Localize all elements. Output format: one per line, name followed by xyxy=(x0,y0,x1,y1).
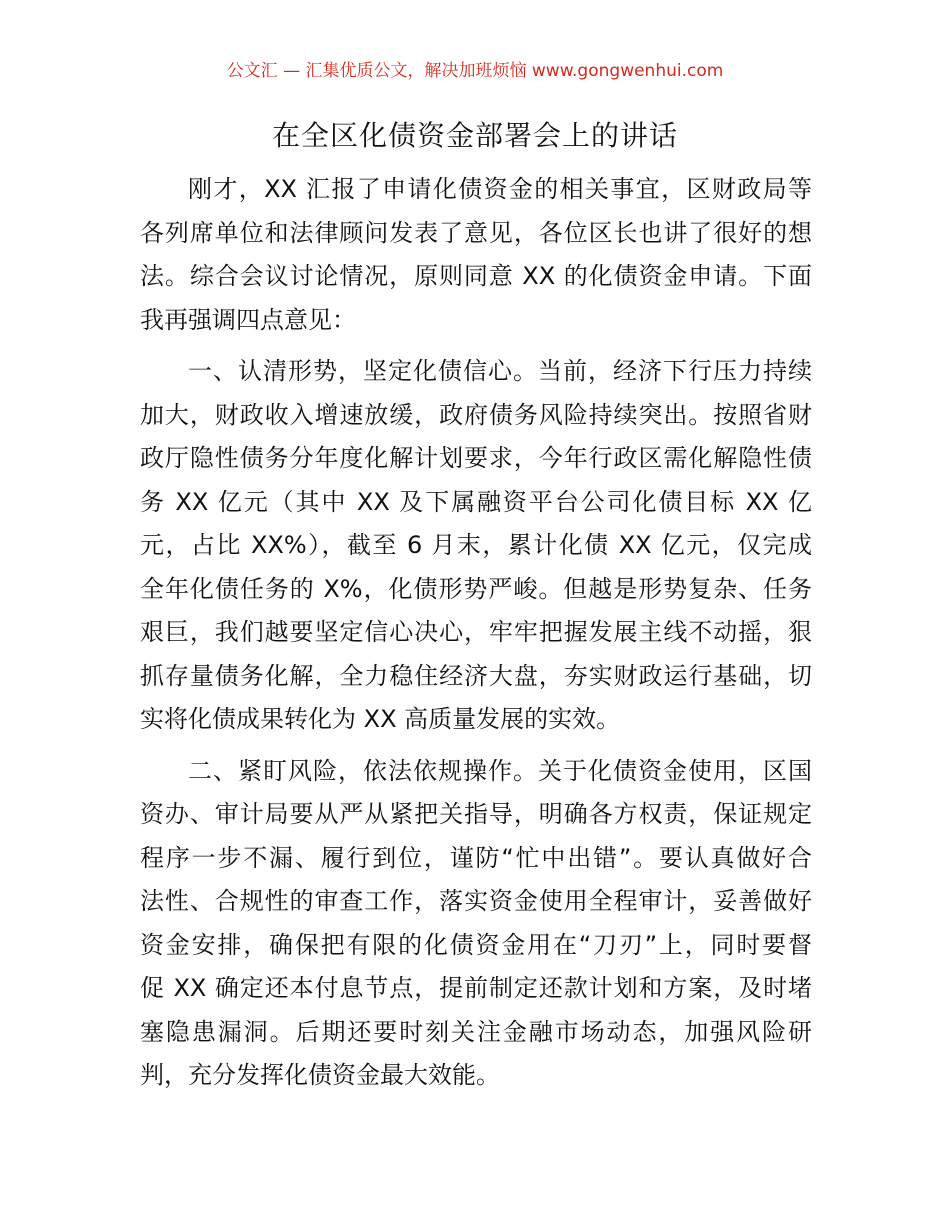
paragraph xyxy=(140,168,812,342)
paragraph-line: 务 XX 亿元（其中 XX 及下属融资平台公司化债目标 XX 亿 xyxy=(140,487,812,516)
paragraph-line: 资金安排，确保把有限的化债资金用在“刀刃”上，同时要督 xyxy=(140,930,812,959)
paragraph xyxy=(140,750,812,1098)
paragraph-line: 法。综合会议讨论情况，原则同意 XX 的化债资金申请。下面 xyxy=(140,262,812,290)
document-title: 在全区化债资金部署会上的讲话 xyxy=(271,119,678,152)
paragraph-line: 各列席单位和法律顾问发表了意见，各位区长也讲了很好的想 xyxy=(140,218,812,247)
paragraph xyxy=(140,350,812,742)
paragraph-line: 法性、合规性的审查工作，落实资金使用全程审计，妥善做好 xyxy=(140,887,812,915)
paragraph-line: 元，占比 XX%），截至 6 月末，累计化债 XX 亿元，仅完成 xyxy=(140,531,812,559)
paragraph-line: 加大，财政收入增速放缓，政府债务风险持续突出。按照省财 xyxy=(140,400,812,429)
paragraph-line: 刚才，XX 汇报了申请化债资金的相关事宜，区财政局等 xyxy=(188,175,812,203)
paragraph-line: 程序一步不漏、履行到位，谨防“忙中出错”。要认真做好合 xyxy=(140,843,812,872)
paragraph-line: 一、认清形势，坚定化债信心。当前，经济下行压力持续 xyxy=(188,357,812,385)
paragraph-line: 资办、审计局要从严从紧把关指导，明确各方权责，保证规定 xyxy=(140,800,812,828)
paragraph-line: 全年化债任务的 X%，化债形势严峻。但越是形势复杂、任务 xyxy=(140,574,812,603)
paragraph-line: 我再强调四点意见： xyxy=(140,305,356,334)
paragraph-line: 二、紧盯风险，依法依规操作。关于化债资金使用，区国 xyxy=(188,756,812,785)
document-body xyxy=(140,168,812,1106)
paragraph-line: 塞隐患漏洞。后期还要时刻关注金融市场动态，加强风险研 xyxy=(140,1017,812,1046)
paragraph-line: 抓存量债务化解，全力稳住经济大盘，夯实财政运行基础，切 xyxy=(140,661,812,690)
paragraph-line: 促 XX 确定还本付息节点，提前制定还款计划和方案，及时堵 xyxy=(140,974,812,1002)
site-header-banner: 公文汇 — 汇集优质公文，解决加班烦恼 www.gongwenhui.com xyxy=(226,61,724,81)
paragraph-line: 政厅隐性债务分年度化解计划要求，今年行政区需化解隐性债 xyxy=(140,444,812,472)
paragraph-line: 实将化债成果转化为 XX 高质量发展的实效。 xyxy=(140,705,621,733)
paragraph-line: 艰巨，我们越要坚定信心决心，牢牢把握发展主线不动摇，狠 xyxy=(140,618,812,646)
paragraph-line: 判，充分发挥化债资金最大效能。 xyxy=(140,1061,500,1089)
